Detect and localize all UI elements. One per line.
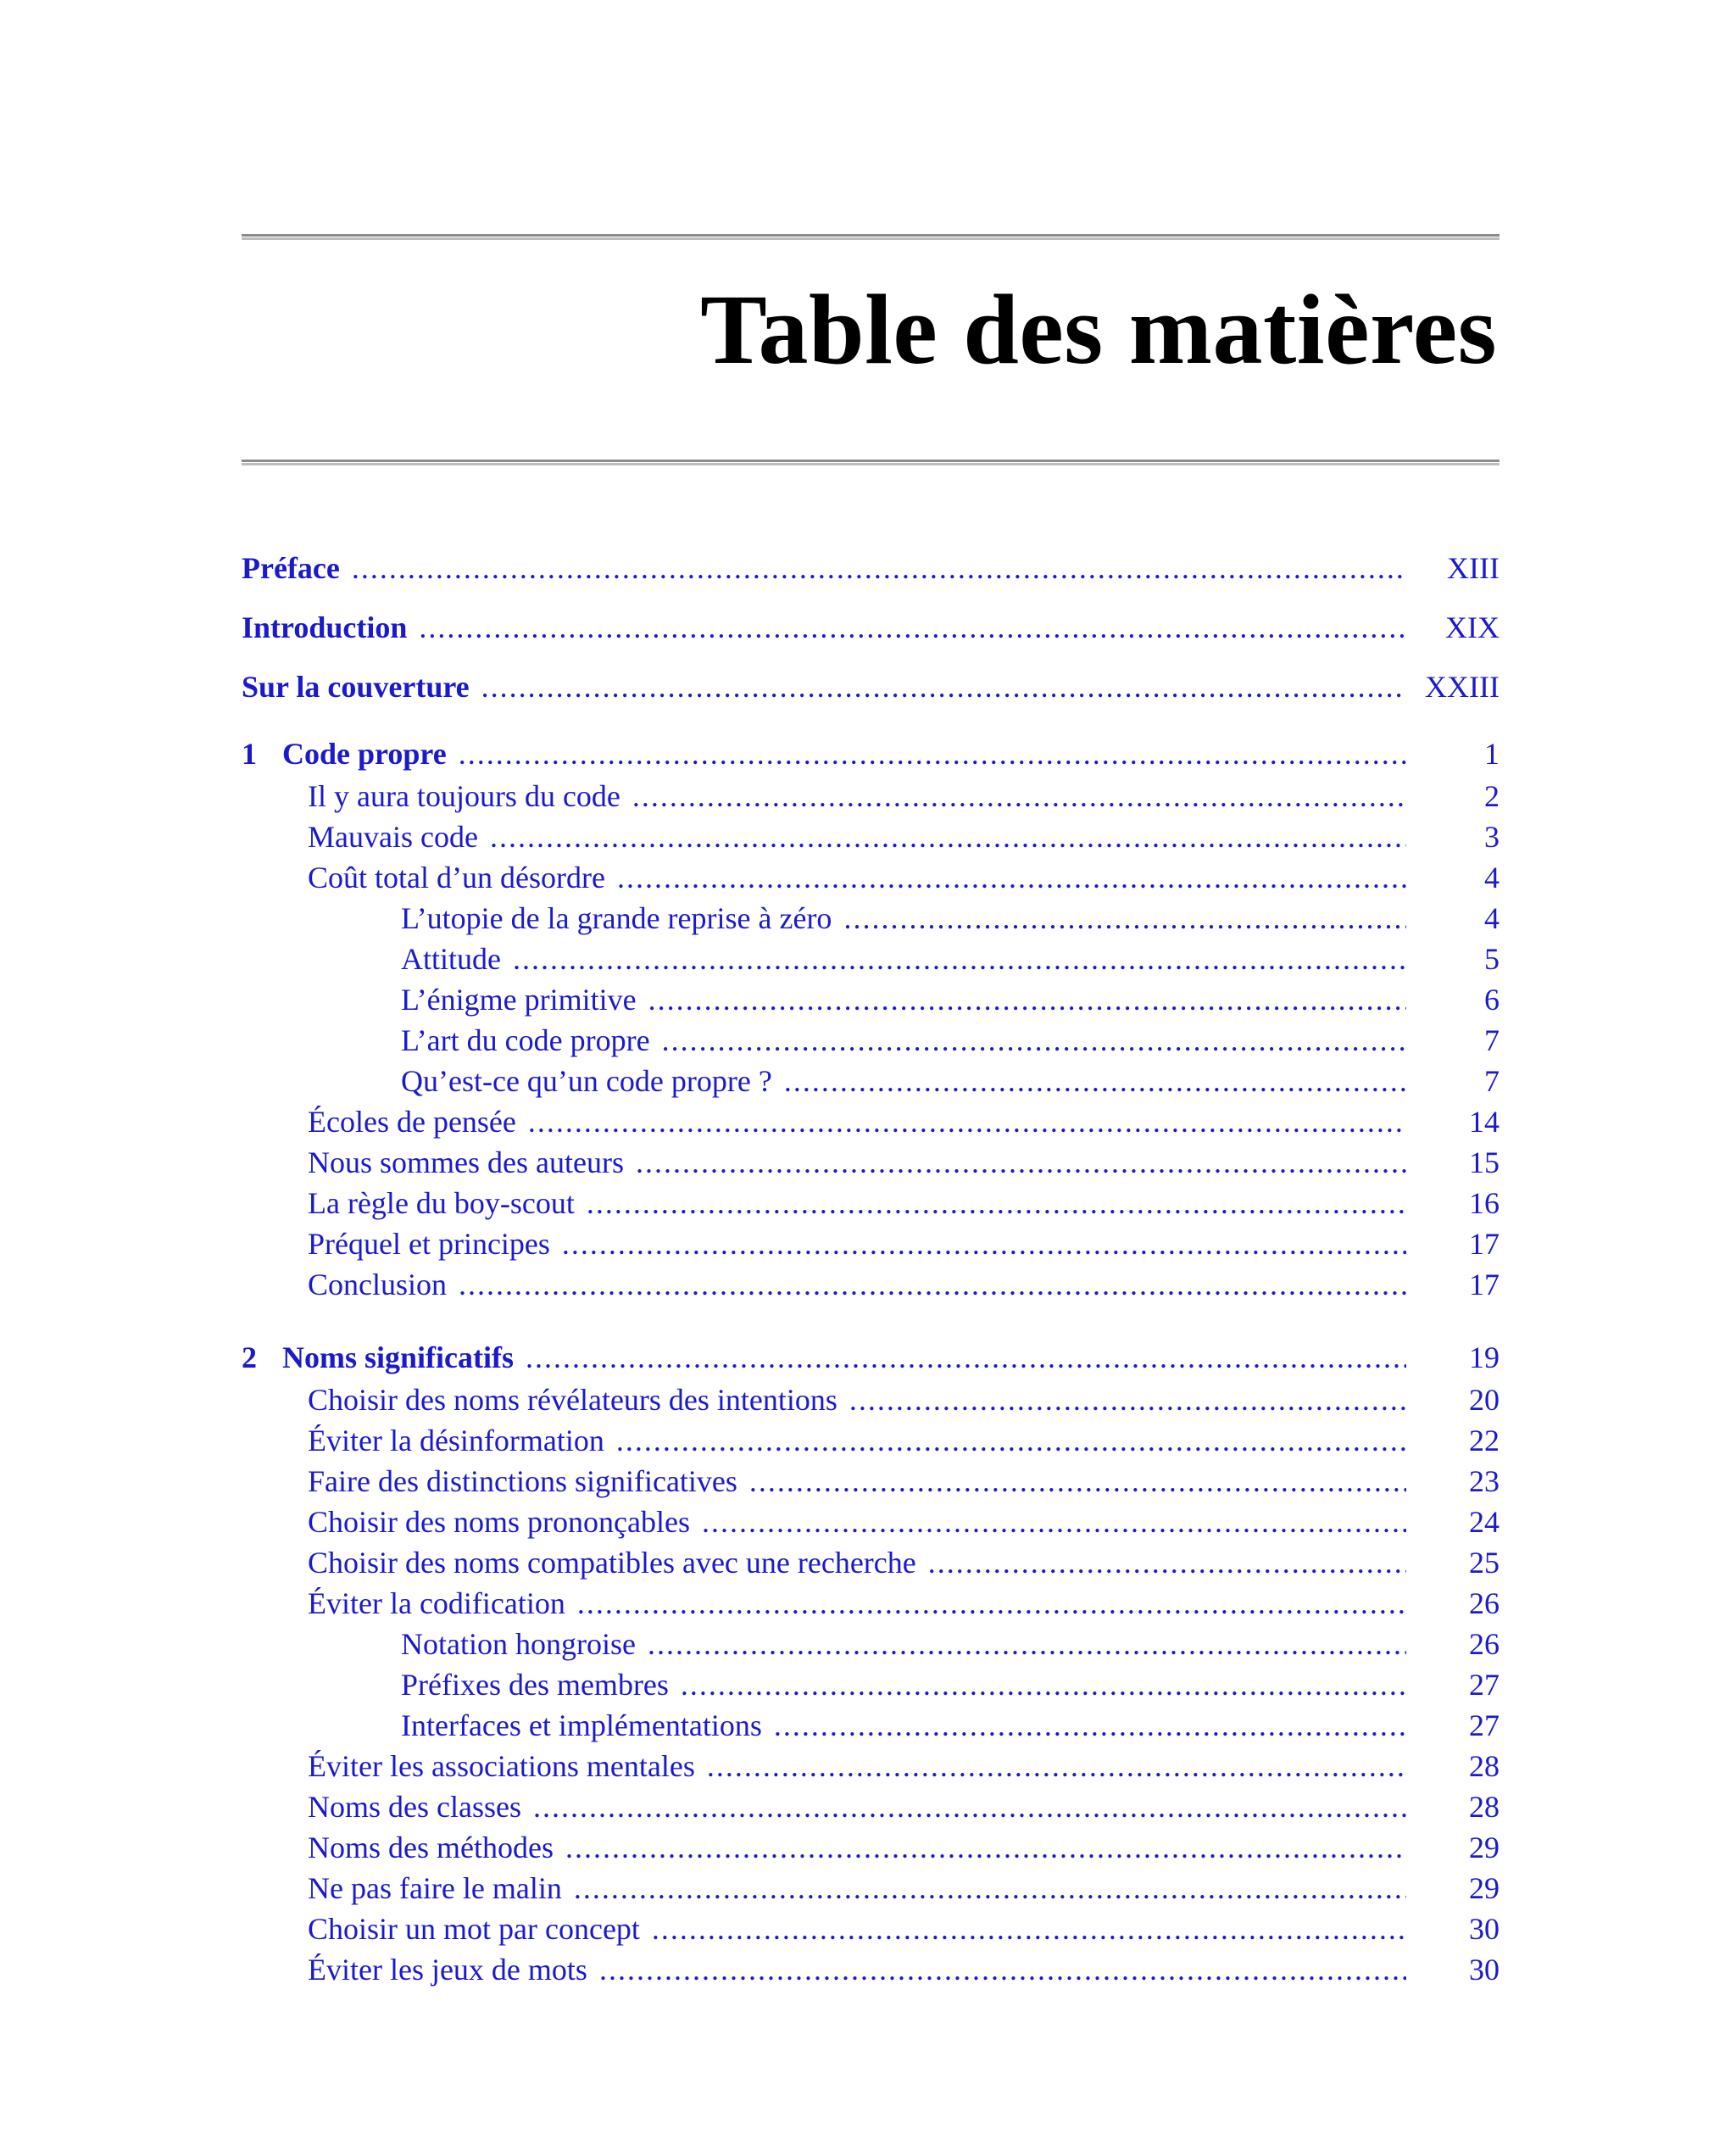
toc-page-number[interactable]: 6: [1484, 983, 1500, 1017]
toc-section-entry[interactable]: [242, 1461, 1500, 1502]
dot-leader: [749, 1461, 1406, 1502]
toc-entry-label[interactable]: [308, 1223, 562, 1264]
toc-subsection-entry[interactable]: [242, 1624, 1500, 1664]
toc-entry-text[interactable]: Faire des distinctions significatives: [308, 1464, 737, 1498]
toc-entry-text[interactable]: Éviter la codification: [308, 1586, 565, 1620]
toc-page-number[interactable]: 25: [1469, 1546, 1500, 1580]
toc-page-number[interactable]: XIX: [1445, 610, 1500, 644]
toc-entry-text[interactable]: L’art du code propre: [401, 1023, 650, 1057]
chapter-number: 1: [242, 737, 257, 771]
toc-entry-label[interactable]: [401, 1664, 681, 1705]
toc-entry-label[interactable]: [308, 1420, 616, 1461]
toc-page-number[interactable]: 29: [1469, 1831, 1500, 1864]
toc-page-number[interactable]: 27: [1469, 1708, 1500, 1742]
toc-section-entry[interactable]: [242, 1542, 1500, 1583]
toc-section-entry[interactable]: [242, 776, 1500, 816]
toc-page-number[interactable]: 28: [1469, 1790, 1500, 1824]
toc-entry-label[interactable]: [242, 538, 352, 598]
dot-leader: [587, 1183, 1406, 1223]
toc-front-matter-entry[interactable]: [242, 538, 1500, 598]
toc-page-number[interactable]: 17: [1469, 1268, 1500, 1301]
toc-entry-label[interactable]: [401, 1705, 774, 1746]
dot-leader: [577, 1583, 1406, 1624]
toc-entry-text[interactable]: Choisir des noms prononçables: [308, 1505, 690, 1539]
dot-leader: [702, 1502, 1406, 1542]
toc-section-entry[interactable]: [242, 1379, 1500, 1420]
toc-entry-text[interactable]: Choisir des noms compatibles avec une recherche: [308, 1546, 916, 1580]
toc-section-entry[interactable]: [242, 1949, 1500, 1990]
dot-leader: [617, 857, 1406, 898]
dot-leader: [681, 1664, 1406, 1705]
toc-page-number[interactable]: 24: [1469, 1505, 1500, 1539]
toc-section-entry[interactable]: [242, 1502, 1500, 1542]
toc-section-entry[interactable]: [242, 1223, 1500, 1264]
toc-entry-label[interactable]: [308, 1502, 702, 1542]
toc-entry-text[interactable]: Attitude: [401, 942, 501, 976]
toc-entry-text[interactable]: Qu’est-ce qu’un code propre ?: [401, 1064, 772, 1098]
toc-front-matter-entry[interactable]: [242, 657, 1500, 716]
toc-page-number[interactable]: 2: [1484, 779, 1500, 813]
toc-entry-text[interactable]: Ne pas faire le malin: [308, 1871, 562, 1905]
toc-entry-label[interactable]: [242, 657, 481, 716]
toc-section-entry[interactable]: [242, 1583, 1500, 1624]
toc-entry-text[interactable]: Noms significatifs: [282, 1340, 514, 1374]
table-of-contents: [242, 538, 1500, 1990]
toc-section-entry[interactable]: [242, 816, 1500, 857]
toc-entry-label[interactable]: [401, 898, 843, 939]
toc-entry-label[interactable]: [308, 1542, 928, 1583]
toc-section-entry[interactable]: [242, 1868, 1500, 1909]
toc-subsection-entry[interactable]: [242, 939, 1500, 979]
toc-front-matter-entry[interactable]: [242, 598, 1500, 657]
toc-entry-label[interactable]: [401, 1061, 784, 1101]
toc-page-number[interactable]: 23: [1469, 1464, 1500, 1498]
toc-section-entry[interactable]: [242, 1746, 1500, 1786]
toc-entry-text[interactable]: L’utopie de la grande reprise à zéro: [401, 901, 832, 935]
toc-section-entry[interactable]: [242, 1142, 1500, 1183]
dot-leader: [662, 1020, 1406, 1061]
dot-leader: [533, 1786, 1406, 1827]
toc-entry-text[interactable]: Coût total d’un désordre: [308, 861, 605, 894]
dot-leader: [352, 538, 1406, 598]
toc-chapter-entry[interactable]: [242, 1335, 1500, 1379]
toc-entry-label[interactable]: [401, 1020, 662, 1061]
toc-entry-label[interactable]: [308, 1827, 565, 1868]
toc-entry-label[interactable]: [308, 1868, 574, 1909]
toc-section-entry[interactable]: [242, 1101, 1500, 1142]
toc-section-entry[interactable]: [242, 1786, 1500, 1827]
dot-leader: [562, 1223, 1406, 1264]
toc-page-number[interactable]: XIII: [1447, 551, 1500, 585]
toc-entry-text[interactable]: Éviter la désinformation: [308, 1424, 604, 1457]
toc-entry-text[interactable]: Écoles de pensée: [308, 1105, 516, 1139]
toc-page-number[interactable]: 14: [1469, 1105, 1500, 1139]
toc-chapter-entry[interactable]: [242, 732, 1500, 776]
toc-page-number[interactable]: XXIII: [1425, 670, 1500, 704]
toc-entry-label[interactable]: [308, 1379, 849, 1420]
dot-leader: [849, 1379, 1406, 1420]
toc-entry-text[interactable]: Éviter les jeux de mots: [308, 1953, 587, 1987]
toc-section-entry[interactable]: [242, 1909, 1500, 1949]
toc-page-number[interactable]: 29: [1469, 1871, 1500, 1905]
toc-entry-label[interactable]: [308, 776, 632, 816]
toc-page-number[interactable]: 7: [1484, 1064, 1500, 1098]
toc-entry-text[interactable]: Conclusion: [308, 1268, 448, 1301]
page-title: Table des matières: [700, 274, 1497, 385]
toc-entry-text[interactable]: L’énigme primitive: [401, 983, 637, 1017]
dot-leader: [419, 598, 1406, 657]
dot-leader: [707, 1746, 1406, 1786]
dot-leader: [459, 732, 1406, 776]
toc-entry-label[interactable]: [308, 857, 617, 898]
toc-subsection-entry[interactable]: [242, 1705, 1500, 1746]
chapter-number: 2: [242, 1340, 257, 1374]
toc-entry-label[interactable]: [242, 732, 459, 776]
toc-entry-label[interactable]: [308, 1746, 707, 1786]
dot-leader: [481, 657, 1406, 716]
dot-leader: [490, 816, 1406, 857]
dot-leader: [784, 1061, 1406, 1101]
toc-page-number[interactable]: 16: [1469, 1186, 1500, 1220]
toc-entry-label[interactable]: [242, 1335, 526, 1379]
toc-subsection-entry[interactable]: [242, 1020, 1500, 1061]
toc-page-number[interactable]: 22: [1469, 1424, 1500, 1457]
toc-entry-label[interactable]: [308, 1461, 749, 1502]
dot-leader: [459, 1264, 1406, 1305]
dot-leader: [599, 1949, 1406, 1990]
toc-entry-text[interactable]: Préface: [242, 551, 340, 585]
toc-entry-label[interactable]: [242, 598, 419, 657]
dot-leader: [652, 1909, 1406, 1949]
toc-subsection-entry[interactable]: [242, 898, 1500, 939]
toc-entry-text[interactable]: Choisir des noms révélateurs des intentions: [308, 1383, 837, 1417]
toc-page-number[interactable]: 7: [1484, 1023, 1500, 1057]
dot-leader: [616, 1420, 1406, 1461]
toc-entry-text[interactable]: Sur la couverture: [242, 670, 470, 704]
dot-leader: [636, 1142, 1406, 1183]
toc-entry-label[interactable]: [308, 1786, 533, 1827]
toc-entry-text[interactable]: Interfaces et implémentations: [401, 1708, 762, 1742]
toc-page-number[interactable]: 4: [1484, 901, 1500, 935]
toc-entry-label[interactable]: [401, 979, 648, 1020]
dot-leader: [574, 1868, 1406, 1909]
toc-page-number[interactable]: 4: [1484, 861, 1500, 894]
toc-page-number[interactable]: 20: [1469, 1383, 1500, 1417]
dot-leader: [648, 1624, 1406, 1664]
toc-page-number[interactable]: 26: [1469, 1627, 1500, 1661]
toc-entry-text[interactable]: Mauvais code: [308, 820, 478, 854]
toc-page-number[interactable]: 30: [1469, 1912, 1500, 1946]
dot-leader: [774, 1705, 1406, 1746]
toc-entry-label[interactable]: [308, 1101, 528, 1142]
toc-entry-label[interactable]: [308, 1142, 636, 1183]
toc-page-number[interactable]: 3: [1484, 820, 1500, 854]
title-top-rule: [242, 234, 1500, 240]
dot-leader: [632, 776, 1406, 816]
toc-page-number[interactable]: 1: [1484, 737, 1500, 771]
toc-entry-label[interactable]: [308, 1583, 577, 1624]
toc-page-number[interactable]: 26: [1469, 1586, 1500, 1620]
toc-entry-text[interactable]: Éviter les associations mentales: [308, 1749, 695, 1783]
toc-subsection-entry[interactable]: [242, 1664, 1500, 1705]
toc-entry-text[interactable]: Il y aura toujours du code: [308, 779, 620, 813]
toc-entry-text[interactable]: Noms des méthodes: [308, 1831, 554, 1864]
title-bottom-rule: [242, 460, 1500, 465]
toc-entry-label[interactable]: [401, 939, 513, 979]
toc-entry-text[interactable]: Préquel et principes: [308, 1227, 550, 1261]
dot-leader: [526, 1335, 1406, 1379]
toc-page-number[interactable]: 5: [1484, 942, 1500, 976]
toc-entry-label[interactable]: [401, 1624, 648, 1664]
toc-section-entry[interactable]: [242, 857, 1500, 898]
toc-entry-text[interactable]: Notation hongroise: [401, 1627, 636, 1661]
dot-leader: [928, 1542, 1406, 1583]
toc-entry-label[interactable]: [308, 1909, 652, 1949]
toc-entry-label[interactable]: [308, 1183, 587, 1223]
toc-entry-label[interactable]: [308, 1264, 459, 1305]
toc-section-entry[interactable]: [242, 1183, 1500, 1223]
toc-entry-text[interactable]: La règle du boy-scout: [308, 1186, 575, 1220]
toc-subsection-entry[interactable]: [242, 1061, 1500, 1101]
toc-page-number[interactable]: 19: [1469, 1340, 1500, 1374]
toc-entry-label[interactable]: [308, 1949, 599, 1990]
toc-page-number[interactable]: 17: [1469, 1227, 1500, 1261]
toc-page-number[interactable]: 15: [1469, 1145, 1500, 1179]
toc-entry-text[interactable]: Introduction: [242, 610, 408, 644]
toc-section-entry[interactable]: [242, 1827, 1500, 1868]
toc-page-number[interactable]: 28: [1469, 1749, 1500, 1783]
toc-entry-text[interactable]: Préfixes des membres: [401, 1668, 669, 1702]
dot-leader: [565, 1827, 1406, 1868]
dot-leader: [843, 898, 1406, 939]
dot-leader: [648, 979, 1406, 1020]
dot-leader: [513, 939, 1406, 979]
toc-entry-label[interactable]: [308, 816, 490, 857]
toc-page-number[interactable]: 27: [1469, 1668, 1500, 1702]
toc-section-entry[interactable]: [242, 1264, 1500, 1305]
toc-entry-text[interactable]: Noms des classes: [308, 1790, 521, 1824]
toc-entry-text[interactable]: Nous sommes des auteurs: [308, 1145, 624, 1179]
toc-section-entry[interactable]: [242, 1420, 1500, 1461]
toc-entry-text[interactable]: Choisir un mot par concept: [308, 1912, 640, 1946]
dot-leader: [528, 1101, 1406, 1142]
toc-page-number[interactable]: 30: [1469, 1953, 1500, 1987]
toc-subsection-entry[interactable]: [242, 979, 1500, 1020]
toc-entry-text[interactable]: Code propre: [282, 737, 447, 771]
